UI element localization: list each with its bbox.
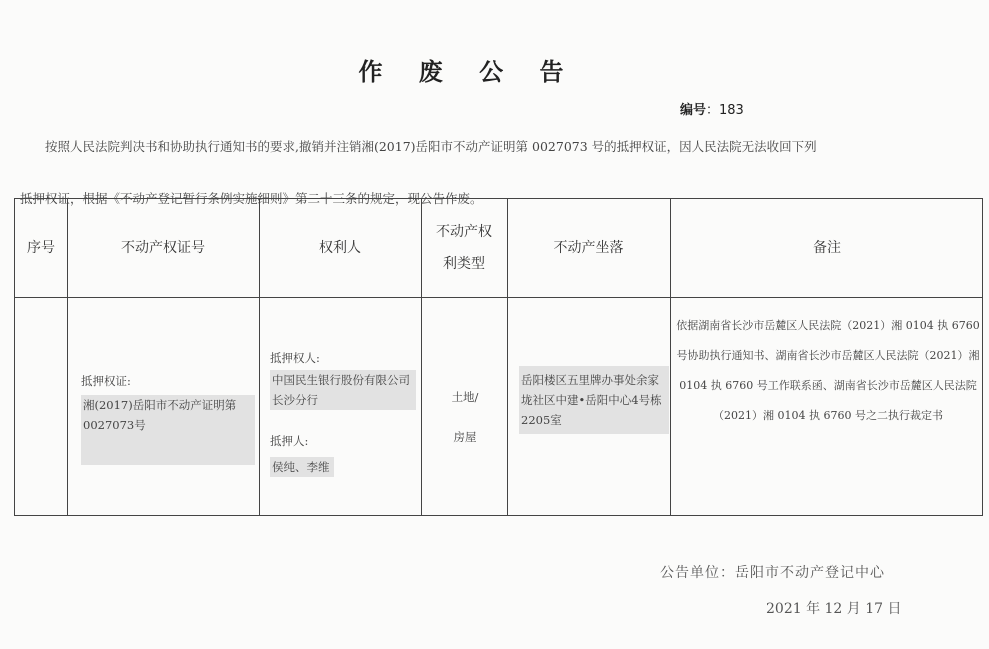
notice-table [14,198,983,516]
header-cert-no: 不动产权证号 [121,240,205,256]
location-value: 岳阳楼区五里牌办事处余家垅社区中建•岳阳中心4号栋2205室 [519,366,669,434]
remarks-value: 依据湖南省长沙市岳麓区人民法院（2021）湘 0104 执 6760 号协助执行通知书、湖南省长沙市岳麓区人民法院（2021）湘 0104 执 6760 号工作联系函、湖南省长沙市岳麓区人民法院（2021）湘 0104 执 6760 号之二执行裁定书 [676,319,980,422]
mortgagee-value: 中国民生银行股份有限公司长沙分行 [270,370,416,410]
notice-date: 2021 年 12 月 17 日 [766,601,902,617]
header-holder: 权利人 [319,240,361,256]
cert-label: 抵押权证: [81,374,131,388]
header-remarks: 备注 [813,240,841,256]
header-right-type [421,199,507,297]
notice-number-label: 编号 [680,103,707,118]
header-right-type-line1: 不动产权 [436,224,492,240]
mortgagor-value: 侯纯、李维 [270,457,334,477]
page-title: 作 废 公 告 [358,58,578,86]
notice-number-value: ：183 [706,103,744,118]
notice-paragraph-line2: 抵押权证，根据《不动产登记暂行条例实施细则》第二十三条的规定，现公告作废。 [20,191,483,206]
issuer-signature: 公告单位：岳阳市不动产登记中心 [660,565,885,581]
header-location: 不动产坐落 [553,240,624,256]
right-type-line1: 土地/ [451,390,479,404]
table-header-divider [15,297,982,298]
header-right-type-line2: 利类型 [443,256,485,272]
header-seq: 序号 [27,240,55,256]
notice-paragraph-line1: 按照人民法院判决书和协助执行通知书的要求,撤销并注销湘(2017)岳阳市不动产证明第 0027073 号的抵押权证，因人民法院无法收回下列 [45,139,817,154]
right-type-value [425,377,505,457]
notice-number [680,99,744,118]
cert-value: 湘(2017)岳阳市不动产证明第0027073号 [81,395,255,465]
mortgagee-label: 抵押权人: [270,351,320,365]
mortgagor-label: 抵押人: [270,434,309,448]
right-type-line2: 房屋 [453,430,477,444]
